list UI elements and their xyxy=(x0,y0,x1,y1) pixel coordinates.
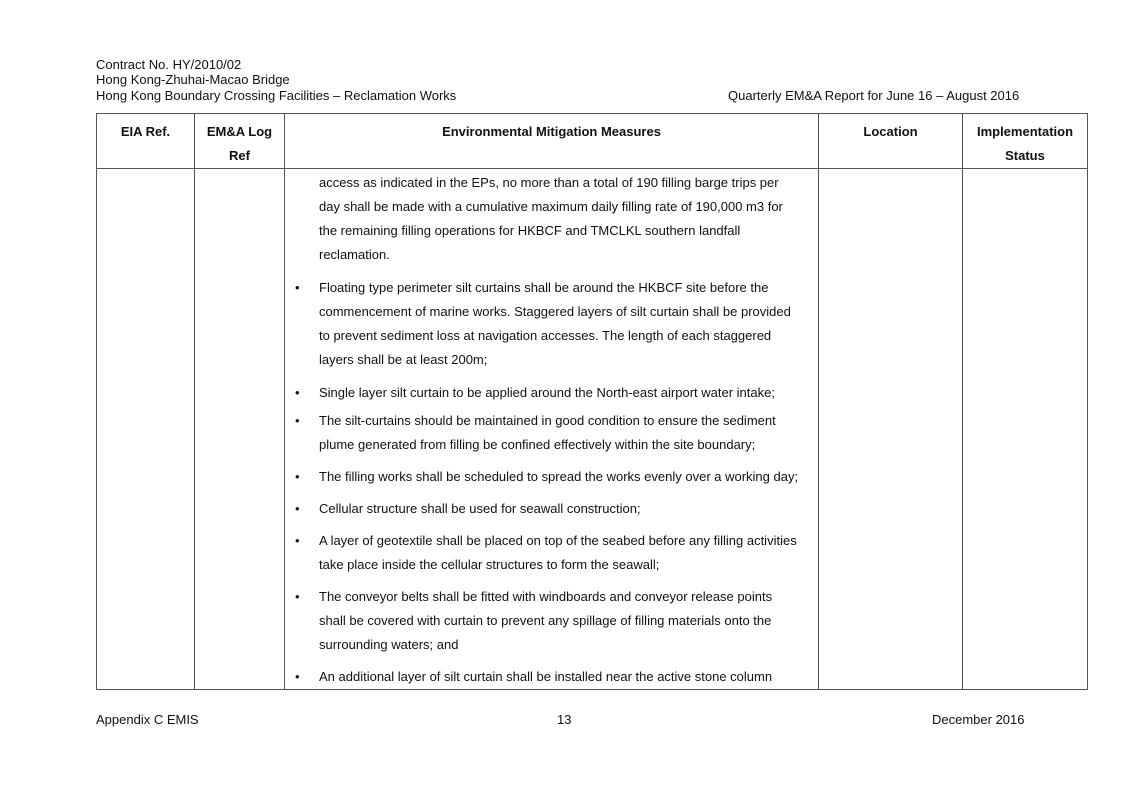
list-item: • A layer of geotextile shall be placed on top of the seabed before any filling activities take place inside the cellular structures to form the seawall; xyxy=(307,529,810,577)
measures-cell xyxy=(285,169,819,690)
col-header-ema-log-ref: EM&A Log Ref xyxy=(195,114,285,169)
project-name: Hong Kong-Zhuhai-Macao Bridge xyxy=(96,72,290,87)
list-item: • The silt-curtains should be maintained in good condition to ensure the sediment plume generated from filling be confined effectively within the site boundary; xyxy=(307,409,810,457)
emis-table xyxy=(96,113,1088,690)
contract-number: Contract No. HY/2010/02 xyxy=(96,57,242,72)
bullet-icon: • xyxy=(295,501,300,516)
bullet-icon: • xyxy=(295,669,300,684)
col-header-location: Location xyxy=(819,114,963,169)
bullet-icon: • xyxy=(295,589,300,604)
table-header-row xyxy=(97,114,1088,169)
list-item: • Cellular structure shall be used for seawall construction; xyxy=(307,497,810,521)
ema-log-ref-cell xyxy=(195,169,285,690)
eia-ref-cell xyxy=(97,169,195,690)
list-item: • The conveyor belts shall be fitted with windboards and conveyor release points shall be covered with curtain to prevent any spillage of filling materials onto the surrounding waters; and xyxy=(307,585,810,657)
list-item: • An additional layer of silt curtain shall be installed near the active stone column xyxy=(307,665,810,689)
list-item: • Floating type perimeter silt curtains shall be around the HKBCF site before the commencement of marine works. Staggered layers of silt curtain shall be provided to prevent sediment loss at navigation accesses. The length of each staggered layers shall be at least 200m; xyxy=(307,276,810,372)
location-cell xyxy=(819,169,963,690)
list-item: • Single layer silt curtain to be applied around the North-east airport water intake; xyxy=(307,381,810,405)
col-header-measures: Environmental Mitigation Measures xyxy=(285,114,819,169)
page-number: 13 xyxy=(557,712,572,727)
implementation-status-cell xyxy=(963,169,1088,690)
bullet-icon: • xyxy=(295,413,300,428)
bullet-icon: • xyxy=(295,385,300,400)
bullet-icon: • xyxy=(295,533,300,548)
measures-list xyxy=(295,276,810,689)
list-item: • The filling works shall be scheduled to spread the works evenly over a working day; xyxy=(307,465,810,489)
bullet-icon: • xyxy=(295,469,300,484)
col-header-implementation-status: Implementation Status xyxy=(963,114,1088,169)
bullet-icon: • xyxy=(295,280,300,295)
col-header-eia-ref: EIA Ref. xyxy=(97,114,195,169)
report-title: Quarterly EM&A Report for June 16 – August 2016 xyxy=(728,88,1020,103)
footer-date: December 2016 xyxy=(932,712,1025,727)
continuation-paragraph: access as indicated in the EPs, no more than a total of 190 filling barge trips per day shall be made with a cumulative maximum daily filling rate of 190,000 m3 for the remaining filling operations for HKBCF and TMCLKL southern landfall reclamation. xyxy=(319,175,783,262)
works-name: Hong Kong Boundary Crossing Facilities – Reclamation Works xyxy=(96,88,457,103)
table-row xyxy=(97,169,1088,690)
footer-appendix: Appendix C EMIS xyxy=(96,712,199,727)
